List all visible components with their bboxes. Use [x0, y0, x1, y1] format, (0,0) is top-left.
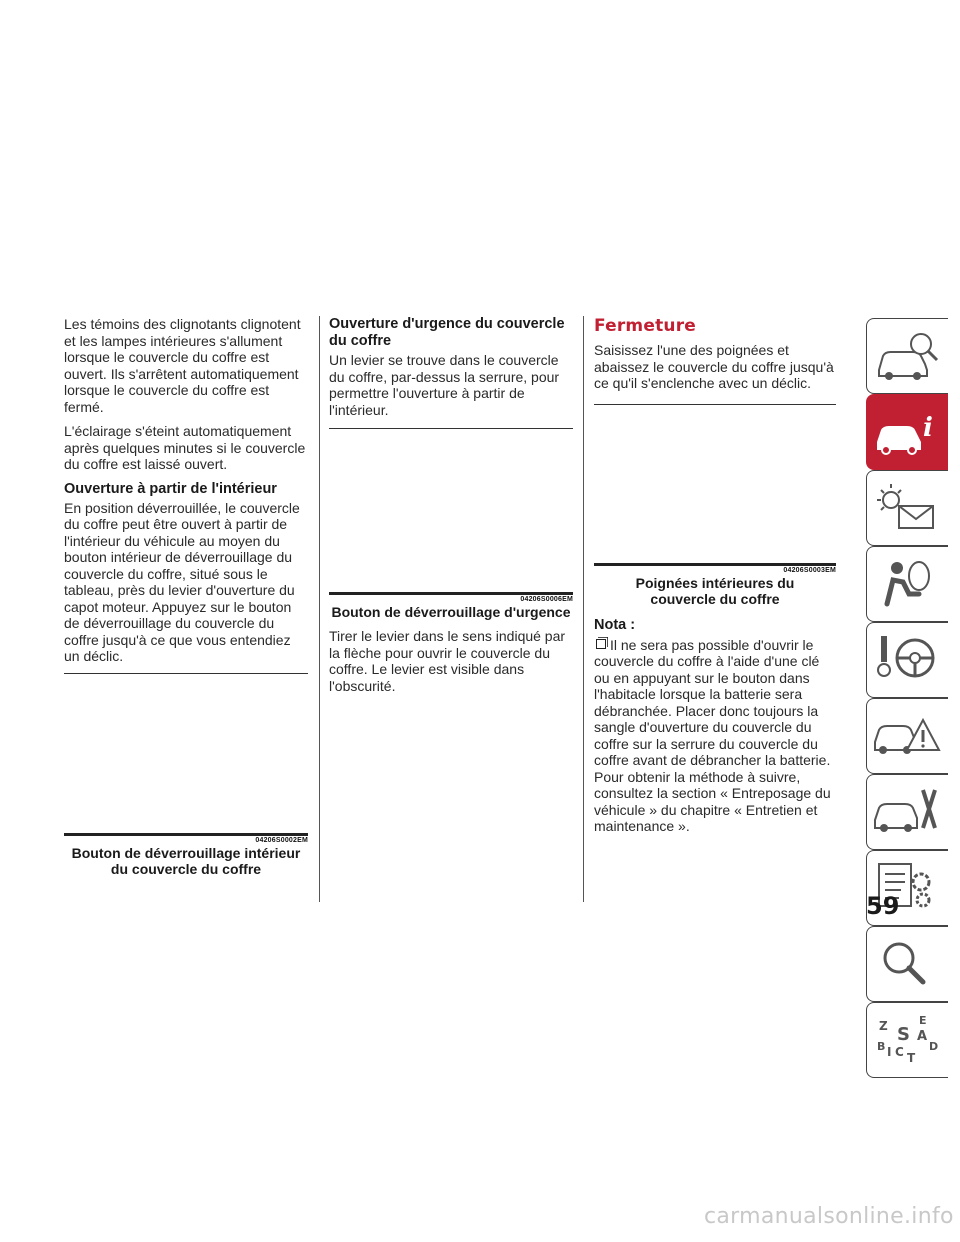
svg-text:D: D [929, 1040, 939, 1053]
svg-text:A: A [917, 1029, 928, 1044]
column-1 [64, 316, 308, 877]
svg-text:T: T [907, 1051, 916, 1065]
svg-text:C: C [895, 1045, 904, 1059]
column-3 [594, 316, 836, 835]
figure-code: 04206S0006EM [520, 596, 573, 603]
figure-bottom-rule [64, 833, 308, 836]
car-info-icon [873, 402, 943, 462]
tab-car-tools[interactable] [866, 774, 948, 850]
tab-light-message[interactable] [866, 470, 948, 546]
car-warning-icon [873, 706, 943, 766]
figure-bottom-rule [329, 592, 573, 595]
svg-text:i: i [923, 413, 933, 443]
light-message-icon [873, 478, 943, 538]
figure-image-area [329, 429, 573, 592]
heading-emergency-opening: Ouverture d'urgence du couvercle du coffre [329, 316, 565, 349]
note-label: Nota : [594, 616, 636, 633]
paragraph-closing: Saisissez l'une des poignées et abaissez le couvercle du coffre jusqu'à ce qu'il s'enclenche avec un déclic. [594, 342, 834, 391]
paragraph-inside-opening: En position déverrouillée, le couvercle du coffre peut être ouvert à partir de l'intérieur du véhicule au moyen du bouton intérieur de déverrouillage du couvercle du coffre, situé sous le tableau, près du levier d'ouverture du capot moteur. Appuyez sur le bouton de déverrouillage du couvercle du coffre jusqu'à ce que vous entendiez un déclic. [64, 499, 300, 664]
checkbox-bullet-icon [596, 639, 606, 649]
figure-code: 04206S0002EM [255, 836, 308, 844]
car-tools-icon [873, 782, 943, 842]
figure-bottom-rule [594, 563, 836, 566]
watermark: carmanualsonline.info [704, 1204, 954, 1229]
figure-caption: Poignées intérieures du couvercle du coffre [635, 574, 795, 607]
tab-key-steering[interactable] [866, 622, 948, 698]
tab-search[interactable] [866, 926, 948, 1002]
paragraph-pull-lever: Tirer le levier dans le sens indiqué par la flèche pour ouvrir le couvercle du coffre. Le levier est visible dans l'obscurité. [329, 628, 566, 694]
section-title: Fermeture [594, 316, 697, 336]
figure-image-area [64, 674, 308, 833]
figure-code: 04206S0003EM [783, 566, 836, 574]
paragraph-lights: Les témoins des clignotants clignotent et les lampes intérieures s'allument lorsque le couvercle du coffre est ouvert. Ils s'arrêtent automatiquement lorsque le couvercle du coffre est fermé. [64, 316, 301, 415]
car-search-icon [873, 326, 943, 386]
column-divider [583, 316, 584, 902]
svg-text:B: B [877, 1040, 886, 1053]
column-divider [319, 316, 320, 902]
tab-car-info[interactable] [866, 394, 948, 470]
paragraph-emergency-lever: Un levier se trouve dans le couvercle du coffre, par-dessus la serrure, pour permettre l'ouverture à partir de l'intérieur. [329, 352, 560, 418]
heading-inside-opening: Ouverture à partir de l'intérieur [64, 480, 277, 497]
tab-airbag[interactable] [866, 546, 948, 622]
column-2 [329, 316, 573, 702]
tab-car-warning[interactable] [866, 698, 948, 774]
figure-caption: Bouton de déverrouillage d'urgence [331, 604, 571, 620]
svg-text:E: E [919, 1014, 927, 1027]
paragraph-lighting-off: L'éclairage s'éteint automatiquement après quelques minutes si le couvercle du coffre est laissé ouvert. [64, 423, 306, 472]
svg-text:Z: Z [879, 1019, 888, 1033]
magnifier-icon [873, 934, 943, 994]
tab-car-search[interactable] [866, 318, 948, 394]
svg-text:I: I [887, 1045, 892, 1059]
airbag-person-icon [873, 554, 943, 614]
note-item [594, 637, 836, 835]
svg-text:S: S [897, 1024, 910, 1045]
page-number: 59 [866, 892, 900, 920]
key-steering-wheel-icon [873, 630, 943, 690]
tab-index[interactable] [866, 1002, 948, 1078]
figure-image-area [594, 405, 836, 563]
index-letters-icon [873, 1010, 943, 1070]
note-text: Il ne sera pas possible d'ouvrir le couvercle du coffre à l'aide d'une clé ou en appuyant sur le bouton dans l'habitacle lorsque la batterie sera débranchée. Placer donc toujours la sangle d'ouverture du couvercle du coffre sur la serrure du couvercle du coffre avant de débrancher la batterie. Pour obtenir la méthode à suivre, consultez la section « Entreposage du véhicule » du chapitre « Entretien et maintenance ». [594, 636, 831, 834]
figure-caption: Bouton de déverrouillage intérieur du couvercle du coffre [71, 844, 301, 877]
